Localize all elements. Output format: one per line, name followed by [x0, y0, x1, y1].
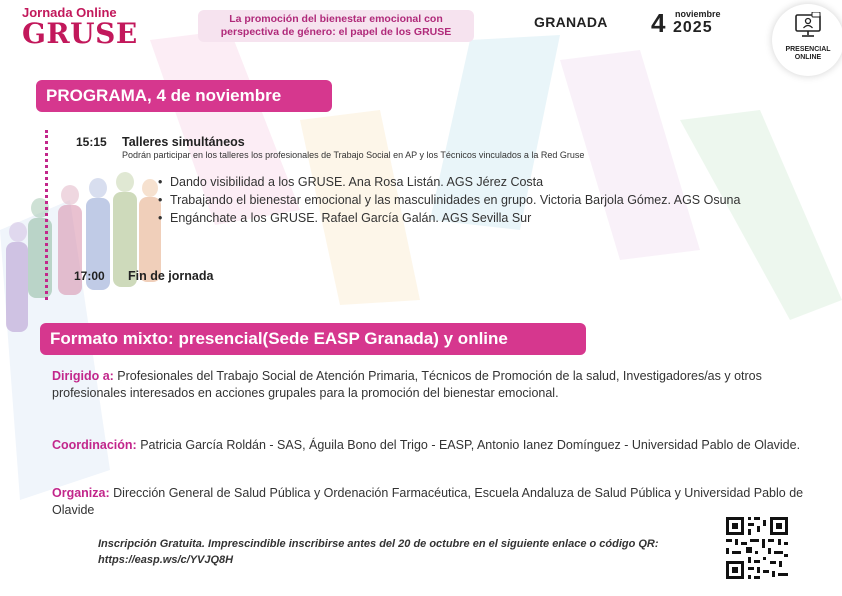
- presencial-online-badge: [772, 4, 842, 76]
- workshop-list: [158, 174, 778, 228]
- session1-title: Talleres simultáneos: [122, 135, 245, 149]
- event-city: GRANADA: [534, 14, 608, 30]
- brand-logo-text: GRUSE: [22, 17, 138, 50]
- session1-subtitle: Podrán participar en los talleres los profesionales de Trabajo Social en AP y los Técnicos vinculados a la Red Gruse: [122, 150, 585, 160]
- dirigido-label: Dirigido a:: [52, 369, 114, 383]
- coordinacion-label: Coordinación:: [52, 438, 137, 452]
- monitor-person-icon: [794, 12, 822, 38]
- session2-title: Fin de jornada: [128, 269, 214, 283]
- list-item: • Trabajando el bienestar emocional y las masculinidades en grupo. Victoria Barjola Gómez. AGS Osuna: [158, 192, 778, 209]
- session2-time: 17:00: [74, 269, 105, 283]
- list-item: • Dando visibilidad a los GRUSE. Ana Rosa Listán. AGS Jérez Costa: [158, 174, 778, 191]
- coordinacion-text: Patricia García Roldán - SAS, Águila Bono del Trigo - EASP, Antonio Ianez Domínguez - Universidad Pablo de Olavide.: [140, 438, 801, 452]
- session1-time: 15:15: [76, 135, 107, 149]
- badge-label-presencial: PRESENCIAL: [785, 46, 831, 53]
- event-day: 4: [651, 8, 666, 38]
- event-year: 2025: [673, 19, 713, 36]
- coordinacion-block: [52, 437, 812, 454]
- formato-heading: Formato mixto: presencial(Sede EASP Granada) y online: [40, 323, 586, 355]
- dirigido-block: [52, 368, 812, 402]
- brand-top-label: Jornada Online: [22, 5, 117, 20]
- organiza-block: [52, 485, 812, 519]
- event-subtitle: [198, 10, 474, 42]
- dirigido-text: Profesionales del Trabajo Social de Atención Primaria, Técnicos de Promoción de la salud, Investigadores/as y otros profesionales interesados en acciones grupales para la promoción del bienestar emocional.: [52, 369, 762, 400]
- badge-label-online: ONLINE: [794, 54, 822, 61]
- event-subtitle-line1: La promoción del bienestar emocional con: [229, 13, 443, 25]
- event-month: noviembre: [675, 9, 721, 19]
- programa-heading: PROGRAMA, 4 de noviembre: [36, 80, 332, 112]
- list-item: • Engánchate a los GRUSE. Rafael García Galán. AGS Sevilla Sur: [158, 210, 778, 227]
- organiza-label: Organiza:: [52, 486, 110, 500]
- inscripcion-block: [98, 536, 710, 568]
- timeline-dotted-line: [45, 130, 48, 300]
- organiza-text: Dirección General de Salud Pública y Ordenación Farmacéutica, Escuela Andaluza de Salud Pública y Universidad Pablo de Olavide: [52, 486, 804, 517]
- inscripcion-text: Inscripción Gratuita. Imprescindible inscribirse antes del 20 de octubre en el siguiente enlace o código QR:: [98, 538, 659, 550]
- qr-code-icon[interactable]: [724, 515, 790, 581]
- inscripcion-link[interactable]: https://easp.ws/c/YVJQ8H: [98, 554, 234, 566]
- event-subtitle-line2: perspectiva de género: el papel de los GRUSE: [220, 26, 452, 38]
